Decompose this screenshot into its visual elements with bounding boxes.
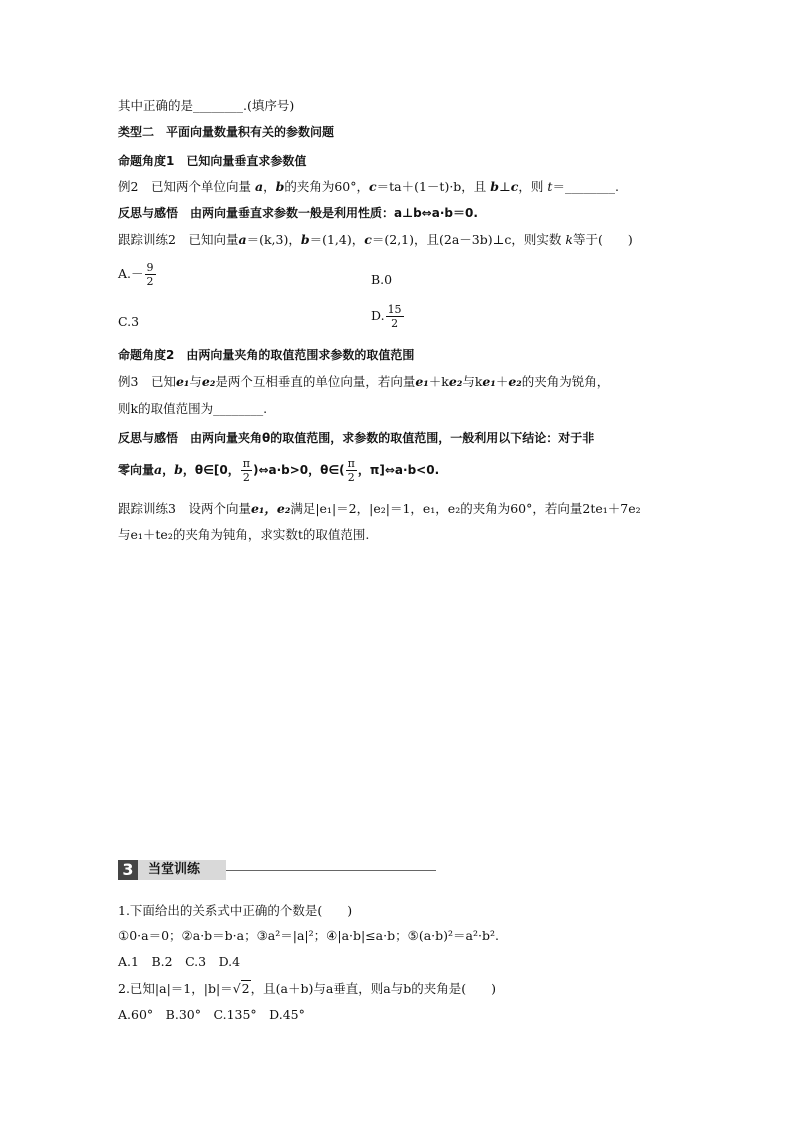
example-2	[118, 178, 619, 196]
angle-two-heading: 命题角度2 由两向量夹角的取值范围求参数的取值范围	[118, 348, 415, 362]
var-k: k	[565, 232, 573, 247]
vec-a: a	[254, 179, 264, 194]
section-divider	[226, 870, 436, 871]
vec-a-r2: a	[154, 462, 163, 477]
tt3-text-b: 满足|e₁|＝2，|e₂|＝1，e₁，e₂的夹角为60°，若向量2te₁＋7e₂	[290, 501, 641, 516]
ex3-text-d: ＋k	[428, 374, 449, 389]
example-3	[118, 373, 609, 391]
reflection-1-text: 反思与感悟 由两向量垂直求参数一般是利用性质：	[118, 206, 395, 220]
vec-e1-b: e₁	[415, 374, 429, 389]
option-d-fraction	[386, 304, 404, 329]
ex3-text-b: 与	[189, 374, 202, 389]
tt2-text-b: ＝(k,3)，	[246, 232, 301, 247]
vec-e1-c: e₁	[482, 374, 496, 389]
reflection-1	[118, 204, 478, 222]
ex2-text-f: ，则	[518, 179, 544, 194]
r2-text-c: ，θ∈[0，	[182, 463, 240, 477]
ex3-text-c: 是两个互相垂直的单位向量，若向量	[215, 374, 416, 389]
tt2-text-e: 等于( )	[572, 232, 633, 247]
section-number-badge: 3	[118, 860, 138, 880]
question-1-options: A.1 B.2 C.3 D.4	[118, 954, 241, 969]
reflection-2: 反思与感悟 由两向量夹角θ的取值范围，求参数的取值范围，一般利用以下结论：对于非	[118, 431, 595, 445]
pi-over-2-fraction-2	[346, 458, 357, 483]
ex2-text-e: ⊥	[499, 179, 511, 194]
question-1-items: ①0·a＝0；②a·b＝b·a；③a²＝|a|²；④|a·b|≤a·b；⑤(a·b)²＝a²·b².	[118, 928, 499, 943]
tracking-training-3	[118, 500, 641, 518]
vec-b-tt2: b	[300, 232, 310, 247]
pi-numerator: π	[242, 457, 250, 470]
question-1: 1.下面给出的关系式中正确的个数是( )	[118, 903, 353, 918]
sqrt-sign: √	[232, 981, 241, 996]
option-d-denominator: 2	[391, 317, 399, 330]
vec-e2: e₂	[201, 374, 216, 389]
tt2-text-d: ＝(2,1)，且(2a－3b)⊥c，则实数	[371, 232, 562, 247]
option-a	[118, 262, 157, 287]
sqrt-radicand: 2	[241, 981, 250, 996]
option-a-denominator: 2	[146, 275, 154, 288]
vec-e1: e₁	[175, 374, 190, 389]
question-2-options: A.60° B.30° C.135° D.45°	[118, 1007, 305, 1022]
q2-text-a: 2.已知|a|＝1，|b|＝	[118, 981, 233, 996]
option-a-label: A.－	[118, 266, 144, 281]
option-d-numerator: 15	[387, 303, 402, 316]
vec-b-r2: b	[174, 462, 183, 477]
section-title: 当堂训练	[138, 860, 226, 880]
vec-a-tt2: a	[238, 232, 247, 247]
vec-e1-e2: e₁，e₂	[250, 501, 291, 516]
option-a-fraction	[145, 262, 156, 287]
type-two-heading: 类型二 平面向量数量积有关的参数问题	[118, 125, 335, 139]
angle-one-heading: 命题角度1 已知向量垂直求参数值	[118, 154, 307, 168]
option-d	[371, 304, 405, 329]
r2-text-e: ，π]⇔a·b<0.	[357, 463, 440, 477]
option-d-label: D.	[371, 308, 385, 323]
line-fill-answer: 其中正确的是________.(填序号)	[118, 98, 295, 113]
tt2-text-c: ＝(1,4)，	[309, 232, 365, 247]
r2-text-d: )⇔a·b>0，θ∈(	[252, 463, 345, 477]
question-2	[118, 980, 496, 998]
r2-text-a: 零向量	[118, 463, 155, 477]
ex2-text-b: ，	[263, 179, 276, 194]
vec-b-2: b	[490, 179, 500, 194]
r2-text-b: ，	[162, 463, 175, 477]
vec-b: b	[275, 179, 285, 194]
option-a-numerator: 9	[146, 261, 154, 274]
ex3-text-e: 与k	[462, 374, 483, 389]
option-c: C.3	[118, 314, 140, 329]
pi-numerator-2: π	[347, 457, 355, 470]
ex2-text-c: 的夹角为60°，	[284, 179, 369, 194]
pi-denominator-2: 2	[347, 471, 355, 484]
tt3-text-a: 跟踪训练3 设两个向量	[118, 501, 251, 516]
vec-e2-c: e₂	[508, 374, 522, 389]
reflection-1-formula: a⊥b⇔a·b＝0.	[394, 206, 478, 220]
tt2-text-a: 跟踪训练2 已知向量	[118, 232, 239, 247]
vec-c-2: c	[510, 179, 519, 194]
ex2-text-g: ＝________.	[552, 179, 619, 194]
ex3-text-f: ＋	[495, 374, 509, 389]
reflection-2-continued	[118, 458, 439, 483]
var-t: t	[547, 179, 553, 194]
vec-e2-b: e₂	[448, 374, 463, 389]
vec-c-tt2: c	[364, 232, 372, 247]
pi-over-2-fraction	[241, 458, 252, 483]
ex3-text-a: 例3 已知	[118, 374, 176, 389]
ex2-text-d: ＝ta＋(1－t)·b，且	[376, 179, 487, 194]
pi-denominator: 2	[242, 471, 250, 484]
vec-c: c	[368, 179, 377, 194]
ex3-text-g: 的夹角为锐角，	[521, 374, 610, 389]
tracking-training-2	[118, 231, 633, 249]
option-b: B.0	[371, 272, 393, 287]
ex2-text-a: 例2 已知两个单位向量	[118, 179, 251, 194]
section-header	[118, 860, 436, 880]
example-3-continued: 则k的取值范围为________.	[118, 401, 268, 416]
q2-text-b: ，且(a＋b)与a垂直，则a与b的夹角是( )	[250, 981, 496, 996]
tracking-training-3-continued: 与e₁＋te₂的夹角为钝角，求实数t的取值范围.	[118, 527, 370, 542]
